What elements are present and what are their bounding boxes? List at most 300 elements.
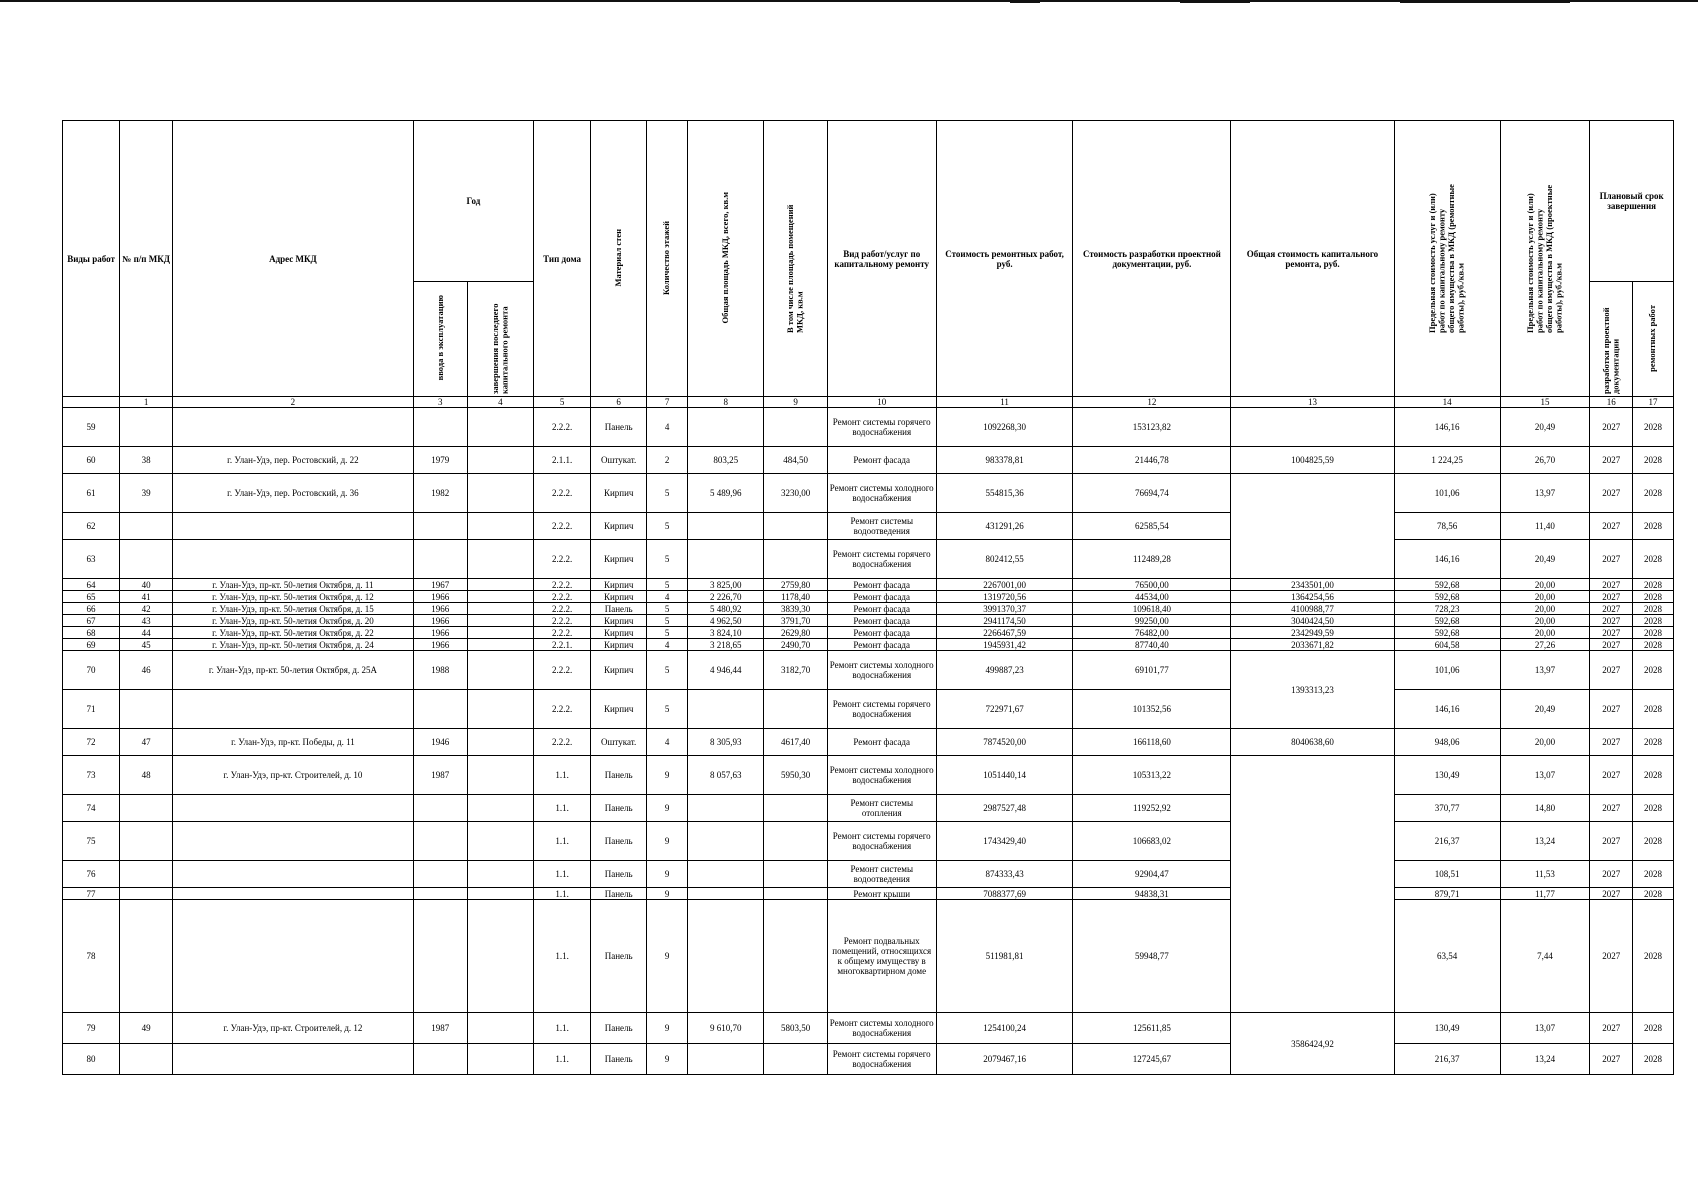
cell-repair-cost: 2079467,16 (936, 1044, 1073, 1075)
cell-premises-area: 3230,00 (764, 474, 827, 513)
cell-mkd-number: 46 (120, 651, 173, 690)
cell-project-cost: 76694,74 (1073, 474, 1231, 513)
cell-mkd-number: 43 (120, 615, 173, 627)
cell-mkd-number: 48 (120, 756, 173, 795)
cell-year-last-repair (467, 591, 533, 603)
col-premises-area: В том числе площадь помещений МКД, кв.м (764, 121, 827, 397)
cell-floors: 5 (647, 513, 688, 540)
cell-address: г. Улан-Удэ, пр-кт. 50-летия Октября, д. 15 (173, 603, 414, 615)
cell-limit-repair: 130,49 (1394, 756, 1500, 795)
cell-limit-project: 13,24 (1500, 1044, 1590, 1075)
cell-mkd-number: 39 (120, 474, 173, 513)
cell-address: г. Улан-Удэ, пр-кт. 50-летия Октября, д. 11 (173, 579, 414, 591)
capital-repair-table (62, 120, 1674, 1075)
cell-deadline-repair: 2028 (1633, 603, 1674, 615)
cell-limit-repair: 216,37 (1394, 822, 1500, 861)
cell-limit-project: 11,77 (1500, 888, 1590, 900)
cell-limit-repair: 592,68 (1394, 579, 1500, 591)
cell-year-last-repair (467, 408, 533, 447)
cell-limit-repair: 592,68 (1394, 615, 1500, 627)
cell-total-area (688, 861, 764, 888)
cell-row-number: 79 (63, 1013, 120, 1044)
cell-deadline-project: 2027 (1590, 729, 1633, 756)
table-row (63, 690, 1674, 729)
cell-mkd-number (120, 900, 173, 1013)
cell-year-commission: 1967 (413, 579, 467, 591)
cell-premises-area: 3791,70 (764, 615, 827, 627)
table-row (63, 795, 1674, 822)
col-repair-cost: Стоимость ремонтных работ, руб. (936, 121, 1073, 397)
cell-house-type: 2.2.2. (534, 513, 591, 540)
table-row (63, 1044, 1674, 1075)
table-row (63, 408, 1674, 447)
cell-address (173, 540, 414, 579)
column-number: 7 (647, 397, 688, 408)
cell-wall-material: Кирпич (591, 540, 647, 579)
cell-premises-area: 3182,70 (764, 651, 827, 690)
cell-work-type: Ремонт системы отопления (827, 795, 936, 822)
cell-premises-area: 4617,40 (764, 729, 827, 756)
cell-work-type: Ремонт системы водоотведения (827, 861, 936, 888)
cell-premises-area: 2490,70 (764, 639, 827, 651)
cell-year-last-repair (467, 900, 533, 1013)
cell-house-type: 1.1. (534, 900, 591, 1013)
cell-year-last-repair (467, 579, 533, 591)
cell-limit-project: 13,07 (1500, 756, 1590, 795)
cell-year-commission (413, 861, 467, 888)
cell-total-area (688, 900, 764, 1013)
cell-limit-project: 11,40 (1500, 513, 1590, 540)
cell-year-last-repair (467, 540, 533, 579)
cell-deadline-project: 2027 (1590, 540, 1633, 579)
cell-total-area (688, 1044, 764, 1075)
cell-limit-project: 20,00 (1500, 615, 1590, 627)
cell-year-last-repair (467, 603, 533, 615)
cell-total-area: 4 946,44 (688, 651, 764, 690)
cell-address (173, 795, 414, 822)
table-row (63, 861, 1674, 888)
cell-floors: 9 (647, 822, 688, 861)
cell-premises-area (764, 888, 827, 900)
cell-limit-repair: 146,16 (1394, 690, 1500, 729)
cell-total-cost: 1364254,56 (1231, 591, 1394, 603)
cell-deadline-repair: 2028 (1633, 888, 1674, 900)
cell-address: г. Улан-Удэ, пр-кт. 50-летия Октября, д. 25А (173, 651, 414, 690)
cell-deadline-repair: 2028 (1633, 540, 1674, 579)
cell-year-last-repair (467, 822, 533, 861)
cell-limit-project: 20,00 (1500, 603, 1590, 615)
cell-total-cost: 8040638,60 (1231, 729, 1394, 756)
cell-total-area (688, 540, 764, 579)
cell-deadline-project: 2027 (1590, 408, 1633, 447)
cell-wall-material: Кирпич (591, 474, 647, 513)
cell-total-area (688, 513, 764, 540)
table-row (63, 513, 1674, 540)
cell-project-cost: 106683,02 (1073, 822, 1231, 861)
cell-limit-project: 20,00 (1500, 729, 1590, 756)
cell-floors: 5 (647, 627, 688, 639)
column-number (63, 397, 120, 408)
table-row (63, 639, 1674, 651)
table-row (63, 447, 1674, 474)
cell-house-type: 2.2.2. (534, 627, 591, 639)
column-number: 2 (173, 397, 414, 408)
cell-row-number: 73 (63, 756, 120, 795)
cell-deadline-project: 2027 (1590, 756, 1633, 795)
cell-floors: 9 (647, 795, 688, 822)
cell-wall-material: Кирпич (591, 591, 647, 603)
cell-row-number: 59 (63, 408, 120, 447)
cell-project-cost: 92904,47 (1073, 861, 1231, 888)
cell-limit-project: 20,49 (1500, 690, 1590, 729)
cell-deadline-project: 2027 (1590, 651, 1633, 690)
cell-address: г. Улан-Удэ, пр-кт. Победы, д. 11 (173, 729, 414, 756)
cell-wall-material: Кирпич (591, 651, 647, 690)
cell-house-type: 2.2.2. (534, 579, 591, 591)
cell-address (173, 861, 414, 888)
cell-wall-material: Панель (591, 756, 647, 795)
cell-total-cost (1231, 408, 1394, 447)
cell-limit-project: 11,53 (1500, 861, 1590, 888)
cell-row-number: 72 (63, 729, 120, 756)
cell-row-number: 71 (63, 690, 120, 729)
cell-limit-project: 13,07 (1500, 1013, 1590, 1044)
cell-repair-cost: 7874520,00 (936, 729, 1073, 756)
cell-year-commission: 1979 (413, 447, 467, 474)
cell-limit-repair: 879,71 (1394, 888, 1500, 900)
column-number: 6 (591, 397, 647, 408)
table-row (63, 888, 1674, 900)
cell-deadline-project: 2027 (1590, 690, 1633, 729)
cell-address: г. Улан-Удэ, пр-кт. 50-летия Октября, д. 20 (173, 615, 414, 627)
cell-house-type: 2.2.2. (534, 408, 591, 447)
cell-floors: 9 (647, 1044, 688, 1075)
cell-deadline-project: 2027 (1590, 447, 1633, 474)
cell-repair-cost: 722971,67 (936, 690, 1073, 729)
cell-premises-area: 1178,40 (764, 591, 827, 603)
cell-mkd-number: 49 (120, 1013, 173, 1044)
cell-work-type: Ремонт фасада (827, 447, 936, 474)
cell-mkd-number (120, 861, 173, 888)
cell-total-area (688, 690, 764, 729)
column-number: 3 (413, 397, 467, 408)
cell-floors: 5 (647, 615, 688, 627)
cell-floors: 5 (647, 540, 688, 579)
cell-limit-repair: 604,58 (1394, 639, 1500, 651)
col-project-cost: Стоимость разработки проектной документации, руб. (1073, 121, 1231, 397)
cell-year-commission (413, 795, 467, 822)
col-limit-repair: Предельная стоимость услуг и (или) работ по капитальному ремонту общего имущества в МКД (ремонтные работы), руб./кв.м (1394, 121, 1500, 397)
cell-mkd-number: 38 (120, 447, 173, 474)
cell-floors: 9 (647, 756, 688, 795)
cell-year-last-repair (467, 447, 533, 474)
cell-deadline-repair: 2028 (1633, 861, 1674, 888)
cell-floors: 2 (647, 447, 688, 474)
cell-project-cost: 44534,00 (1073, 591, 1231, 603)
table-row (63, 474, 1674, 513)
cell-work-type: Ремонт фасада (827, 603, 936, 615)
cell-mkd-number (120, 822, 173, 861)
cell-repair-cost: 511981,81 (936, 900, 1073, 1013)
cell-house-type: 2.2.2. (534, 603, 591, 615)
cell-premises-area (764, 822, 827, 861)
cell-limit-project: 13,97 (1500, 474, 1590, 513)
table-row (63, 822, 1674, 861)
cell-premises-area: 5803,50 (764, 1013, 827, 1044)
cell-address (173, 513, 414, 540)
cell-year-last-repair (467, 651, 533, 690)
table-row (63, 900, 1674, 1013)
cell-total-cost: 1393313,23 (1231, 651, 1394, 729)
cell-work-type: Ремонт фасада (827, 729, 936, 756)
cell-year-commission (413, 540, 467, 579)
cell-year-commission (413, 690, 467, 729)
column-number: 10 (827, 397, 936, 408)
cell-total-area: 3 824,10 (688, 627, 764, 639)
cell-project-cost: 76482,00 (1073, 627, 1231, 639)
table-row (63, 627, 1674, 639)
cell-work-type: Ремонт системы горячего водоснабжения (827, 690, 936, 729)
cell-row-number: 68 (63, 627, 120, 639)
cell-year-last-repair (467, 1044, 533, 1075)
cell-year-commission (413, 900, 467, 1013)
cell-house-type: 2.2.2. (534, 540, 591, 579)
cell-year-commission (413, 888, 467, 900)
cell-year-commission: 1966 (413, 627, 467, 639)
cell-year-commission (413, 822, 467, 861)
cell-work-type: Ремонт подвальных помещений, относящихся к общему имуществу в многоквартирном доме (827, 900, 936, 1013)
cell-mkd-number: 42 (120, 603, 173, 615)
col-deadline-repair: ремонтных работ (1633, 282, 1674, 397)
cell-address (173, 822, 414, 861)
cell-year-commission: 1966 (413, 603, 467, 615)
cell-row-number: 66 (63, 603, 120, 615)
cell-year-last-repair (467, 615, 533, 627)
cell-project-cost: 119252,92 (1073, 795, 1231, 822)
cell-project-cost: 112489,28 (1073, 540, 1231, 579)
cell-total-area: 4 962,50 (688, 615, 764, 627)
cell-repair-cost: 874333,43 (936, 861, 1073, 888)
table-row (63, 1013, 1674, 1044)
cell-limit-repair: 101,06 (1394, 474, 1500, 513)
cell-address: г. Улан-Удэ, пр-кт. 50-летия Октября, д. 12 (173, 591, 414, 603)
cell-year-commission: 1946 (413, 729, 467, 756)
cell-wall-material: Панель (591, 408, 647, 447)
cell-repair-cost: 1254100,24 (936, 1013, 1073, 1044)
cell-row-number: 76 (63, 861, 120, 888)
cell-year-commission: 1966 (413, 615, 467, 627)
cell-project-cost: 109618,40 (1073, 603, 1231, 615)
cell-limit-project: 26,70 (1500, 447, 1590, 474)
scan-mark (1010, 0, 1040, 3)
cell-mkd-number: 47 (120, 729, 173, 756)
cell-limit-repair: 146,16 (1394, 408, 1500, 447)
column-number: 16 (1590, 397, 1633, 408)
cell-year-last-repair (467, 1013, 533, 1044)
cell-premises-area (764, 900, 827, 1013)
cell-limit-repair: 370,77 (1394, 795, 1500, 822)
cell-floors: 5 (647, 474, 688, 513)
cell-project-cost: 99250,00 (1073, 615, 1231, 627)
cell-total-cost (1231, 756, 1394, 1013)
cell-mkd-number: 41 (120, 591, 173, 603)
cell-deadline-repair: 2028 (1633, 615, 1674, 627)
cell-work-type: Ремонт системы холодного водоснабжения (827, 474, 936, 513)
cell-wall-material: Оштукат. (591, 447, 647, 474)
cell-address (173, 888, 414, 900)
cell-repair-cost: 1319720,56 (936, 591, 1073, 603)
cell-house-type: 2.2.2. (534, 729, 591, 756)
cell-project-cost: 87740,40 (1073, 639, 1231, 651)
cell-work-type: Ремонт фасада (827, 591, 936, 603)
cell-repair-cost: 7088377,69 (936, 888, 1073, 900)
cell-year-commission: 1987 (413, 756, 467, 795)
cell-project-cost: 166118,60 (1073, 729, 1231, 756)
cell-year-commission: 1966 (413, 591, 467, 603)
col-deadline: Плановый срок завершения (1590, 121, 1674, 282)
cell-wall-material: Панель (591, 1013, 647, 1044)
cell-row-number: 70 (63, 651, 120, 690)
cell-deadline-project: 2027 (1590, 591, 1633, 603)
cell-premises-area: 3839,30 (764, 603, 827, 615)
cell-mkd-number: 45 (120, 639, 173, 651)
cell-work-type: Ремонт фасада (827, 627, 936, 639)
cell-year-last-repair (467, 639, 533, 651)
cell-limit-repair: 78,56 (1394, 513, 1500, 540)
cell-mkd-number (120, 690, 173, 729)
cell-repair-cost: 3991370,37 (936, 603, 1073, 615)
cell-total-area (688, 408, 764, 447)
cell-wall-material: Кирпич (591, 579, 647, 591)
cell-floors: 4 (647, 408, 688, 447)
cell-repair-cost: 2266467,59 (936, 627, 1073, 639)
table-row (63, 540, 1674, 579)
cell-floors: 4 (647, 729, 688, 756)
cell-year-last-repair (467, 888, 533, 900)
cell-limit-repair: 948,06 (1394, 729, 1500, 756)
cell-total-area: 5 489,96 (688, 474, 764, 513)
cell-house-type: 1.1. (534, 861, 591, 888)
cell-row-number: 65 (63, 591, 120, 603)
cell-limit-project: 20,00 (1500, 591, 1590, 603)
cell-premises-area: 484,50 (764, 447, 827, 474)
cell-project-cost: 21446,78 (1073, 447, 1231, 474)
cell-floors: 5 (647, 603, 688, 615)
cell-deadline-repair: 2028 (1633, 447, 1674, 474)
cell-deadline-repair: 2028 (1633, 690, 1674, 729)
cell-deadline-project: 2027 (1590, 579, 1633, 591)
cell-limit-project: 7,44 (1500, 900, 1590, 1013)
cell-deadline-repair: 2028 (1633, 627, 1674, 639)
cell-deadline-repair: 2028 (1633, 756, 1674, 795)
col-total-area: Общая площадь МКД, всего, кв.м (688, 121, 764, 397)
cell-limit-repair: 101,06 (1394, 651, 1500, 690)
cell-house-type: 1.1. (534, 756, 591, 795)
cell-limit-repair: 728,23 (1394, 603, 1500, 615)
cell-year-commission (413, 1044, 467, 1075)
column-number: 13 (1231, 397, 1394, 408)
cell-limit-repair: 216,37 (1394, 1044, 1500, 1075)
table-row (63, 615, 1674, 627)
cell-project-cost: 153123,82 (1073, 408, 1231, 447)
cell-deadline-project: 2027 (1590, 474, 1633, 513)
cell-limit-project: 14,80 (1500, 795, 1590, 822)
cell-repair-cost: 983378,81 (936, 447, 1073, 474)
cell-address: г. Улан-Удэ, пр-кт. 50-летия Октября, д. 22 (173, 627, 414, 639)
cell-limit-project: 13,97 (1500, 651, 1590, 690)
cell-premises-area (764, 795, 827, 822)
cell-premises-area: 5950,30 (764, 756, 827, 795)
cell-wall-material: Панель (591, 888, 647, 900)
cell-total-cost: 2033671,82 (1231, 639, 1394, 651)
cell-deadline-repair: 2028 (1633, 795, 1674, 822)
cell-repair-cost: 1945931,42 (936, 639, 1073, 651)
cell-row-number: 74 (63, 795, 120, 822)
cell-work-type: Ремонт системы водоотведения (827, 513, 936, 540)
cell-total-area: 8 057,63 (688, 756, 764, 795)
cell-repair-cost: 431291,26 (936, 513, 1073, 540)
cell-total-area: 3 825,00 (688, 579, 764, 591)
column-number: 5 (534, 397, 591, 408)
cell-floors: 4 (647, 639, 688, 651)
cell-deadline-project: 2027 (1590, 627, 1633, 639)
cell-project-cost: 105313,22 (1073, 756, 1231, 795)
cell-premises-area (764, 513, 827, 540)
header-row (63, 121, 1674, 282)
cell-year-last-repair (467, 729, 533, 756)
cell-premises-area: 2629,80 (764, 627, 827, 639)
cell-total-cost: 4100988,77 (1231, 603, 1394, 615)
cell-total-area: 2 226,70 (688, 591, 764, 603)
table-row (63, 729, 1674, 756)
cell-work-type: Ремонт системы горячего водоснабжения (827, 540, 936, 579)
cell-year-commission: 1966 (413, 639, 467, 651)
table-row (63, 756, 1674, 795)
cell-total-area: 5 480,92 (688, 603, 764, 615)
cell-limit-repair: 108,51 (1394, 861, 1500, 888)
cell-house-type: 1.1. (534, 1044, 591, 1075)
cell-deadline-repair: 2028 (1633, 513, 1674, 540)
cell-wall-material: Панель (591, 822, 647, 861)
cell-work-type: Ремонт фасада (827, 639, 936, 651)
cell-project-cost: 59948,77 (1073, 900, 1231, 1013)
cell-premises-area (764, 861, 827, 888)
cell-wall-material: Панель (591, 861, 647, 888)
cell-work-type: Ремонт системы горячего водоснабжения (827, 1044, 936, 1075)
cell-repair-cost: 802412,55 (936, 540, 1073, 579)
cell-total-cost: 1004825,59 (1231, 447, 1394, 474)
cell-house-type: 2.1.1. (534, 447, 591, 474)
cell-total-cost (1231, 474, 1394, 579)
cell-repair-cost: 2267001,00 (936, 579, 1073, 591)
cell-total-area: 8 305,93 (688, 729, 764, 756)
cell-deadline-repair: 2028 (1633, 900, 1674, 1013)
cell-total-area (688, 795, 764, 822)
cell-limit-repair: 592,68 (1394, 627, 1500, 639)
cell-house-type: 2.2.2. (534, 591, 591, 603)
cell-row-number: 62 (63, 513, 120, 540)
column-number: 12 (1073, 397, 1231, 408)
cell-address (173, 900, 414, 1013)
cell-wall-material: Панель (591, 1044, 647, 1075)
cell-wall-material: Кирпич (591, 690, 647, 729)
cell-wall-material: Оштукат. (591, 729, 647, 756)
cell-repair-cost: 2987527,48 (936, 795, 1073, 822)
column-number: 8 (688, 397, 764, 408)
cell-address (173, 1044, 414, 1075)
cell-premises-area (764, 540, 827, 579)
cell-deadline-project: 2027 (1590, 888, 1633, 900)
